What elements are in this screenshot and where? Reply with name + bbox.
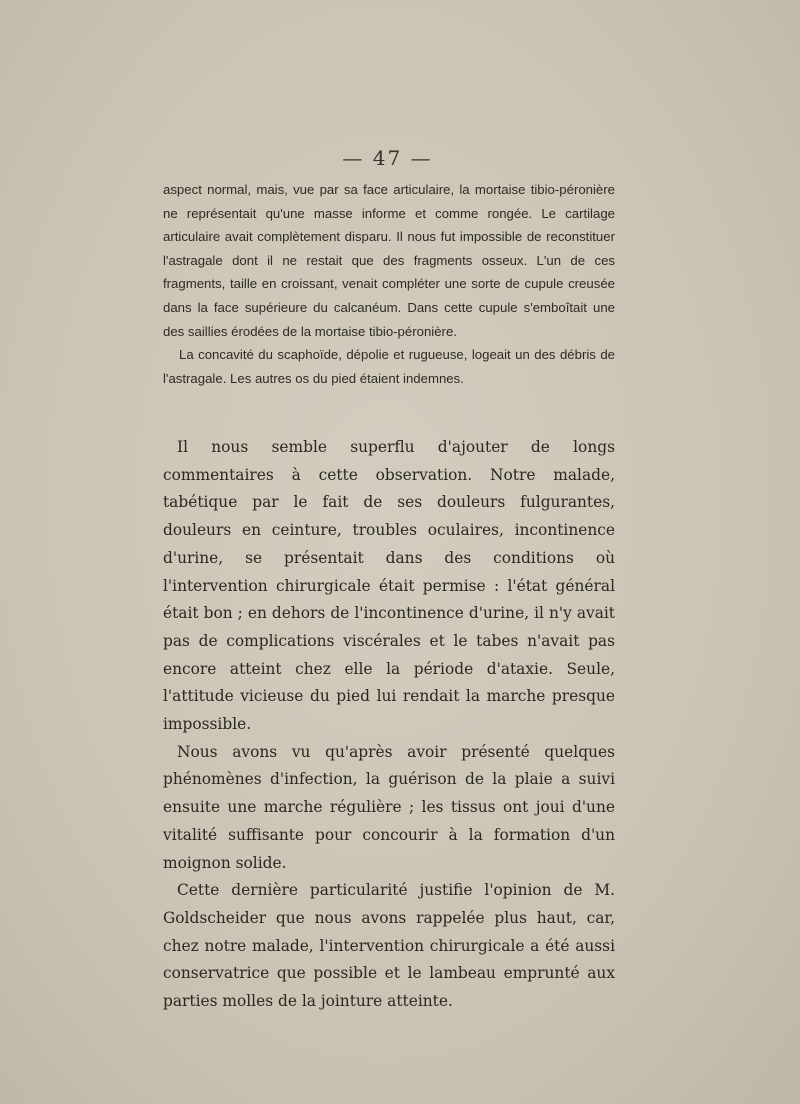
commentary-paragraph-1: Il nous semble superflu d'ajouter de longs commentaires à cette observation. Notre malade, tabétique par le fait de ses douleurs fulgurantes, douleurs en ceinture, troubles oculaires, incontinence d'urine, se présentait dans des conditions où l'intervention chirurgicale était permise : l'état général était bon ; en dehors de l'incontinence d'urine, il n'y avait pas de complications viscérales et le tabes n'avait pas encore atteint chez elle la période d'ataxie. Seule, l'attitude vicieuse du pied lui rendait la marche presque impossible. <box>163 438 615 734</box>
commentary-paragraph-3: Cette dernière particularité justifie l'opinion de M. Goldscheider que nous avons rappelée plus haut, car, chez notre malade, l'intervention chirurgicale a été aussi conservatrice que possible et le lambeau emprunté aux parties molles de la jointure atteinte. <box>163 881 615 1011</box>
observation-text <box>163 178 615 390</box>
observation-paragraph-1: aspect normal, mais, vue par sa face articulaire, la mortaise tibio-péronière ne représentait qu'une masse informe et comme rongée. Le cartilage articulaire avait complètement disparu. Il nous fut impossible de reconstituer l'astragale dont il ne restait que des fragments osseux. L'un de ces fragments, taille en croissant, venait compléter une sorte de cupule creusée dans la face supérieure du calcanéum. Dans cette cupule s'emboîtait une des saillies érodées de la mortaise tibio-péronière. <box>163 182 615 339</box>
observation-paragraph-2: La concavité du scaphoïde, dépolie et rugueuse, logeait un des débris de l'astragale. Les autres os du pied étaient indemnes. <box>163 347 615 386</box>
commentary-text <box>163 434 615 1016</box>
page-number: — 47 — <box>342 146 433 170</box>
commentary-paragraph-2: Nous avons vu qu'après avoir présenté quelques phénomènes d'infection, la guérison de la plaie a suivi ensuite une marche régulière ; les tissus ont joui d'une vitalité suffisante pour concourir à la formation d'un moignon solide. <box>163 742 615 872</box>
